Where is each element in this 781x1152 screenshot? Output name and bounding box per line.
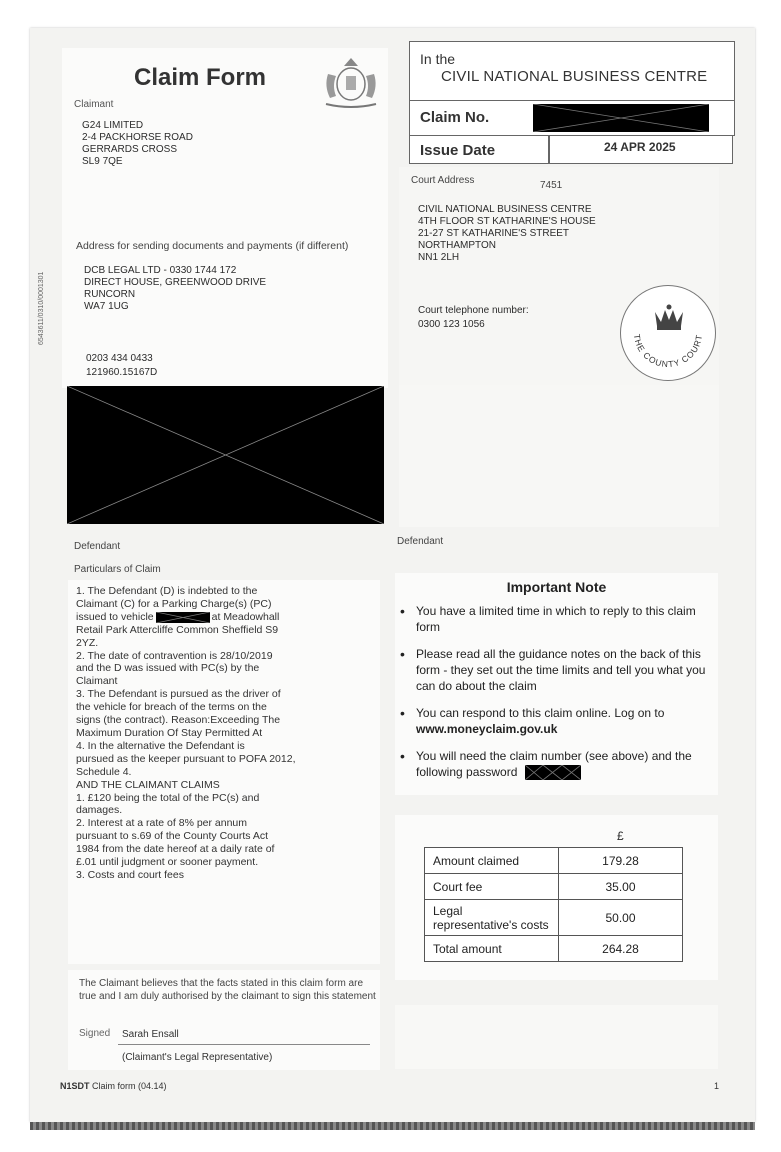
- amount-label: Court fee: [425, 874, 559, 900]
- royal-arms-icon: [318, 52, 384, 110]
- redacted-defendant-address: [67, 386, 384, 524]
- side-barcode: 6543611/0310/0001301: [38, 271, 45, 345]
- important-note-title: Important Note: [506, 579, 607, 595]
- county-court-seal: [620, 285, 716, 381]
- court-address-code: 7451: [540, 180, 563, 191]
- defendant-label-right: Defendant: [397, 536, 444, 547]
- amount-label: Total amount: [425, 936, 559, 962]
- documents-phone: 0203 434 0433: [86, 353, 153, 364]
- claim-number-label: Claim No.: [420, 109, 490, 126]
- defendant-name-panel: [399, 385, 719, 527]
- amount-value: 179.28: [559, 848, 683, 874]
- particulars-label: Particulars of Claim: [74, 564, 161, 575]
- in-the-label: In the: [420, 51, 456, 67]
- right-bottom-panel: [395, 1005, 718, 1069]
- redacted-password: [525, 765, 581, 780]
- documents-reference: 121960.15167D: [86, 367, 158, 378]
- signer-role: (Claimant's Legal Representative): [122, 1052, 273, 1063]
- amount-label: Amount claimed: [425, 848, 559, 874]
- signer-name: Sarah Ensall: [122, 1029, 179, 1040]
- claimant-label: Claimant: [74, 99, 114, 110]
- amount-label: Legal representative's costs: [425, 900, 559, 936]
- table-row: [425, 936, 683, 962]
- note-item: • Please read all the guidance notes on the back of this form - they set out the time limits and tell you what you can do about the claim: [398, 646, 714, 694]
- particulars-text: 1. The Defendant (D) is indebted to the Claimant (C) for a Parking Charge(s) (PC) issued to vehicle at Meadowhall Retail Park Attercliffe Common Sheffield S9 2YZ. 2. The date of contravention is 28/10/2019 and the D was issued with PC(s) by the Claimant 3. The Defendant is pursued as the driver of the vehicle for breach of the terms on the signs (the contract). Reason:Exceeding The Maximum Duration Of Stay Permitted At 4. In the alternative the Defendant is pursued as the keeper pursuant to POFA 2012, Schedule 4. AND THE CLAIMANT CLAIMS 1. £120 being the total of the PC(s) and damages. 2. Interest at a rate of 8% per annum pursuant to s.69 of the County Courts Act 1984 from the date hereof at a daily rate of £.01 until judgment or sooner payment. 3. Costs and court fees: [76, 585, 296, 881]
- table-row: [425, 874, 683, 900]
- court-name: CIVIL NATIONAL BUSINESS CENTRE: [441, 68, 708, 85]
- address-for-documents-label: Address for sending documents and payments (if different): [76, 240, 349, 252]
- amount-value: 50.00: [559, 900, 683, 936]
- redacted-claim-number: [533, 104, 709, 132]
- page-number: 1: [714, 1081, 720, 1091]
- form-code: N1SDT Claim form (04.14): [60, 1081, 167, 1091]
- note-item: • You can respond to this claim online. Log on to www.moneyclaim.gov.uk: [398, 705, 714, 737]
- court-address: CIVIL NATIONAL BUSINESS CENTRE 4TH FLOOR ST KATHARINE'S HOUSE 21-27 ST KATHARINE'S STREET NORTHAMPTON NN1 2LH: [418, 204, 596, 263]
- signature-line: [118, 1044, 370, 1045]
- signed-label: Signed: [79, 1028, 111, 1039]
- scanner-edge: [30, 1122, 755, 1130]
- documents-address: DCB LEGAL LTD - 0330 1744 172 DIRECT HOUSE, GREENWOOD DRIVE RUNCORN WA7 1UG: [84, 265, 267, 312]
- issue-date-label: Issue Date: [420, 142, 496, 159]
- moneyclaim-link[interactable]: www.moneyclaim.gov.uk: [416, 722, 558, 736]
- claimant-address: G24 LIMITED 2-4 PACKHORSE ROAD GERRARDS CROSS SL9 7QE: [82, 120, 193, 167]
- statement-text: The Claimant believes that the facts stated in this claim form are true and I am duly authorised by the claimant to sign this statement: [79, 978, 376, 1002]
- issue-date-value: 24 APR 2025: [604, 140, 676, 154]
- amount-value: 264.28: [559, 936, 683, 962]
- table-row: [425, 900, 683, 936]
- defendant-label-left: Defendant: [74, 541, 121, 552]
- important-note-list: [398, 603, 714, 791]
- issue-date-divider: [548, 135, 550, 164]
- court-address-label: Court Address: [411, 175, 475, 186]
- table-row: [425, 848, 683, 874]
- redacted-vehicle-registration: [156, 612, 210, 623]
- note-item: • You will need the claim number (see above) and the following password: [398, 748, 714, 780]
- currency-symbol: £: [617, 829, 624, 843]
- court-telephone-label: Court telephone number:: [418, 305, 529, 316]
- amount-value: 35.00: [559, 874, 683, 900]
- note-item: • You have a limited time in which to reply to this claim form: [398, 603, 714, 635]
- court-telephone: 0300 123 1056: [418, 319, 485, 330]
- form-title: Claim Form: [134, 64, 267, 91]
- crown-icon: [651, 302, 687, 332]
- svg-text:THE COUNTY COURT: THE COUNTY COURT: [631, 333, 705, 370]
- amounts-table: [424, 847, 683, 962]
